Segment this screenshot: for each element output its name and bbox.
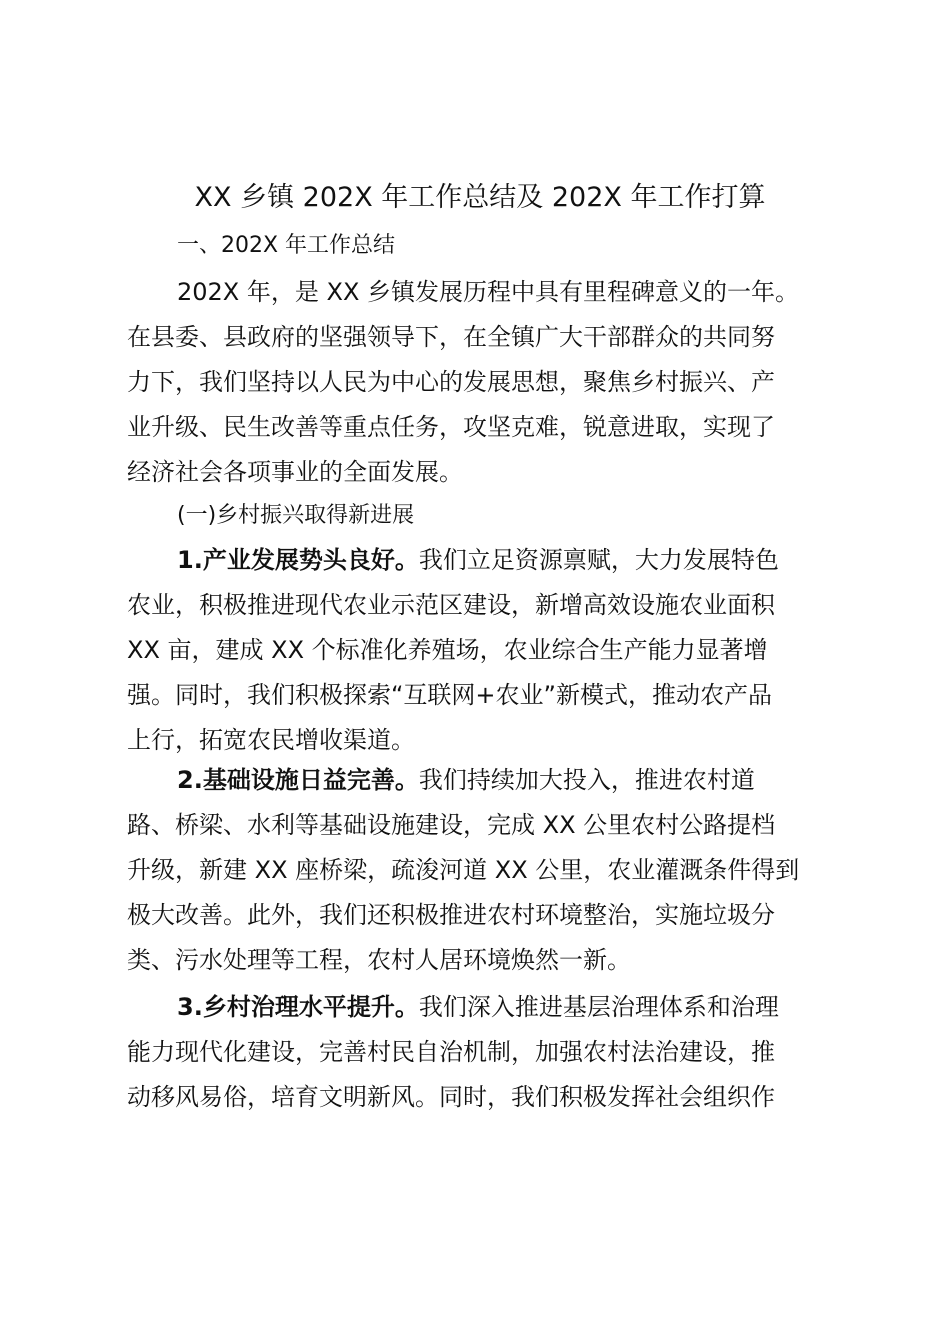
paragraph-line: 在县委、县政府的坚强领导下，在全镇广大干部群众的共同努 xyxy=(127,323,775,351)
paragraph-line: XX 亩，建成 XX 个标准化养殖场，农业综合生产能力显著增 xyxy=(127,636,768,664)
paragraph-line: 动移风易俗，培育文明新风。同时，我们积极发挥社会组织作 xyxy=(127,1083,775,1111)
paragraph-line: 202X 年，是 XX 乡镇发展历程中具有里程碑意义的一年。 xyxy=(177,278,800,306)
item-paragraph-1 xyxy=(127,538,837,763)
item-text: 我们深入推进基层治理体系和治理 xyxy=(418,993,779,1021)
document-title: XX 乡镇 202X 年工作总结及 202X 年工作打算 xyxy=(194,182,766,213)
paragraph-line: 经济社会各项事业的全面发展。 xyxy=(127,458,463,486)
intro-paragraph xyxy=(127,270,837,495)
subsection-heading: (一)乡村振兴取得新进展 xyxy=(177,503,415,528)
paragraph-line: 类、污水处理等工程，农村人居环境焕然一新。 xyxy=(127,946,631,974)
paragraph-line xyxy=(127,538,837,583)
paragraph-line xyxy=(127,985,837,1030)
item-lead: 3.乡村治理水平提升。 xyxy=(177,993,419,1021)
paragraph-line: 极大改善。此外，我们还积极推进农村环境整治，实施垃圾分 xyxy=(127,901,775,929)
item-paragraph-3 xyxy=(127,985,837,1120)
paragraph-line xyxy=(127,758,837,803)
item-lead: 1.产业发展势头良好。 xyxy=(177,546,419,574)
paragraph-line: 强。同时，我们积极探索“互联网+农业”新模式，推动农产品 xyxy=(127,681,772,709)
paragraph-line: 业升级、民生改善等重点任务，攻坚克难，锐意进取，实现了 xyxy=(127,413,775,441)
item-paragraph-2 xyxy=(127,758,837,983)
paragraph-line: 农业，积极推进现代农业示范区建设，新增高效设施农业面积 xyxy=(127,591,775,619)
item-lead: 2.基础设施日益完善。 xyxy=(177,766,419,794)
paragraph-line: 上行，拓宽农民增收渠道。 xyxy=(127,726,415,754)
paragraph-line: 路、桥梁、水利等基础设施建设，完成 XX 公里农村公路提档 xyxy=(127,811,776,839)
paragraph-line: 能力现代化建设，完善村民自治机制，加强农村法治建设，推 xyxy=(127,1038,775,1066)
paragraph-line: 力下，我们坚持以人民为中心的发展思想，聚焦乡村振兴、产 xyxy=(127,368,775,396)
item-text: 我们持续加大投入，推进农村道 xyxy=(418,766,755,794)
section-heading: 一、202X 年工作总结 xyxy=(177,233,396,258)
item-text: 我们立足资源禀赋，大力发展特色 xyxy=(418,546,779,574)
paragraph-line: 升级，新建 XX 座桥梁，疏浚河道 XX 公里，农业灌溉条件得到 xyxy=(127,856,800,884)
